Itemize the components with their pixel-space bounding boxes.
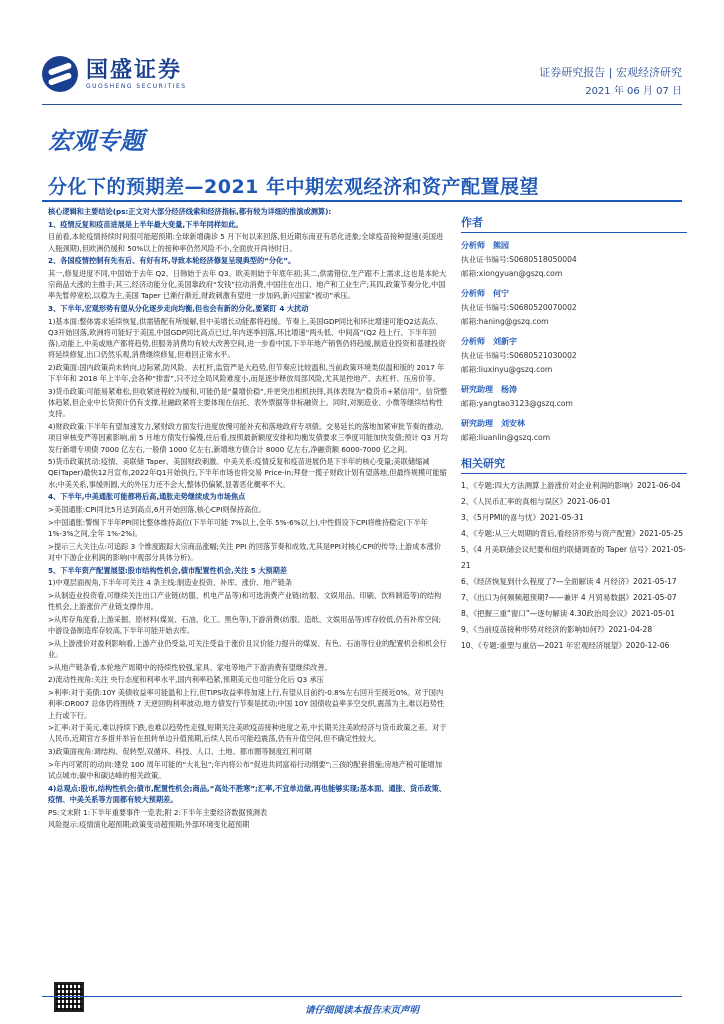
body-paragraph: 1)基本面:整体需求延续恢复,供需错配有所缓解,但中美增长动能都将趋缓。节奏上,美国GDP同比和环比增速可能Q2达高点、Q3开始回落,欧洲将可能好于美国,中国GDP同比高点已过,年内逐季回落,环比增速“两头低、中间高”(Q2 趋上行、下半年回落),动能上,中美或地产都将趋势,但服务消费均有较大改善空间,进一步看中国,下半年地产销售仍将趋缓,制造业投资和基建投资将延续修复,出口仍然乐观,消费继续修复,但难回正常水平。 (48, 316, 446, 360)
related-list (461, 478, 687, 654)
body-paragraph: 3)货币政策:可能易紧难松,但收紧进程较为缓和,可能仍是“量增价稳”,并更突出相机抉择,具体表现为“稳货币+紧信用”。信贷整体趋紧,但企业中长贷预计仍有支撑,社融政紧将主要体现在信托、表外票据等非标融资上。同时,对制造业、小微等继续结构性支持。 (48, 387, 448, 419)
body-heading: 4)总观点:股市,结构性机会;债市,配置性机会;商品,“高处不胜寒”;汇率,不宜单边做,再也能够实现;基本面、通胀、货币政策、疫情、中美关系等方面都有较大预期差。 (48, 783, 446, 804)
body-heading: 1、疫情反复和疫苗进展是上半年最大变量,下半年同样如此。 (48, 219, 243, 229)
header-divider (42, 104, 682, 105)
body-paragraph: >从制造业投资看,可继续关注出口产业链(纺服、机电产品等)和可选消费产业链(纺服、文娱用品、印刷、饮料制造等)的结构性机会,上游涨价产业链支撑作用。 (48, 591, 442, 612)
body-paragraph: 其一,修复进度不同,中国始于去年 Q2、日韩始于去年 Q3、欧美则始于年底年初;其二,供需错位,生产跟不上需求,这也是本轮大宗商品大涨的主推手;其三,经济动能分化,美国靠政府“发钱”拉动消费,中国往在出口、地产和工业生产;其四,政策节奏分化,中国率先暂停宽松,以稳为主,美国 Taper 已渐行渐近,财政刺激有望进一步加码,新兴国家“被动”承压。 (48, 269, 447, 301)
authors-heading: 作者 (461, 210, 687, 233)
body-paragraph: >从库存角度看,上游采掘、原材料(煤炭、石油、化工、黑色等),下游消费(纺服、造纸、文娱用品等)库存较低,仍有补库空间;中游设备制造库存较高,下半年可能开始去库。 (48, 614, 442, 636)
author-cert: 执业证书编号:S0680521030002 (461, 351, 577, 360)
body-heading: 3、下半年,宏观形势有望从分化逐步走向均衡,但也会有新的分化,要紧盯 4 大扰动 (48, 304, 309, 314)
page-header (0, 0, 724, 110)
author-card (461, 383, 687, 411)
author-email[interactable]: 邮箱:yangtao3123@gszq.com (461, 399, 573, 408)
footer-divider (42, 996, 682, 997)
body-paragraph: >从地产链条看,本轮地产周期中的持续性较强,家具、家电等地产下游消费有望继续改善。 (48, 662, 332, 672)
author-name: 熊园 (493, 241, 509, 250)
body-paragraph: 4)财政政策:下半年有望加速发力,紧财政方面发行进度放慢可能补充和落地政府专项债。交易延长的落地加紧审批节奏的推动,项目审核变严等因素影响,前 5 月地方债发行偏慢,往后看,按照最新额度安排和均衡发债要求三季度可能加快发债;预计 Q3 月均发行新增专项债 7000 亿左右,一般债 1000 亿左右,新增地方债合计 8000 亿左右,净融资额 6000-7000 亿之间。 (48, 422, 448, 454)
related-report-link[interactable]: 3、《5月PMI的喜与忧》2021-05-31 (461, 513, 584, 522)
author-role: 分析师 (461, 289, 485, 298)
author-cert: 执业证书编号:S0680520070002 (461, 303, 577, 312)
body-paragraph: >美国通胀:CPI同比5月达到高点,6月开始回落,核心CPI则保持高位。 (48, 505, 266, 515)
company-logo (42, 56, 187, 92)
body-paragraph: >中国通胀:警惕下半年PPI同比整体维持高位(下半年可能 7%以上,全年 5%-6%以上),中性假设下CPI将维持稳定(下半年 1%-3%之间,全年 1%-2%)。 (48, 517, 428, 538)
related-report-link[interactable]: 6、《经济恢复到什么程度了?—全面解读 4 月经济》2021-05-17 (461, 577, 677, 586)
body-paragraph: >汇率:对于美元,难以持续下跌,也难以趋势性走强,短期关注美欧疫苗接种进度之差,中长期关注美欧经济与货币政策之差。对于人民币,近期官方多措并举旨在扭转单边升值预期,后续人民币可能趋震荡,仍有升值空间,但不确定性较大。 (48, 723, 447, 744)
title-divider (42, 200, 682, 202)
author-email[interactable]: 邮箱:liuxinyu@gszq.com (461, 365, 553, 374)
author-card (461, 335, 687, 377)
author-email[interactable]: 邮箱:liuanlin@gszq.com (461, 433, 551, 442)
logo-icon (42, 56, 78, 92)
author-email[interactable]: 邮箱:haning@gszq.com (461, 317, 549, 326)
logo-name-cn: 国盛证券 (86, 57, 183, 83)
body-paragraph: 目前看,本轮疫情持续时间很可能超预期:全球新增确诊 5 月下旬以来回落,但近期东南亚有恶化迹象;全球疫苗接种提速(美国进入瓶颈期),但欧洲仍缓和 50%以上的接种率仍然风险不小,全面放开尚待时日。 (48, 232, 444, 253)
body-paragraph: 2)政策面:国内政策尚未转向,边际紧,防风险、去杠杆,监管严是大趋势,但节奏应比较温和,当前政策环境类似温和版的 2017 年下半年和 2018 年上半年,会各种“排雷”,只不过全局风险难度小,而是逐步释放局部风险,尤其是控地产、去杠杆、压房价等。 (48, 363, 445, 384)
report-type: 证券研究报告 | 宏观经济研究 (539, 66, 682, 79)
author-list (461, 239, 687, 445)
author-cert: 执业证书编号:S0680518050004 (461, 255, 577, 264)
footer-disclaimer: 请仔细阅读本报告末页声明 (304, 1005, 419, 1016)
body-paragraph: 2)流动性视角:关注 央行态度和利率水平,国内利率趋紧,预期美元也可能分化后 Q3 承压 (48, 675, 324, 685)
body-paragraph: 5)货币政策扰动:疫情、美联储 Taper、美国财政刺激。中美关系:疫情反复和疫苗进展仍是下半年的核心变量;美联储缩减QE(Taper)最快12月宣布,2022年Q1开始执行,下半年市场也将交易 Price-in;拜登一揽子财政计划有望落地,但最终规模可能缩水;中美关系,事缓则圆,大的外压力还不会大,整体仍偏紧,显著恶化概率不大。 (48, 457, 447, 489)
related-heading: 相关研究 (461, 451, 687, 474)
body-paragraph: PS:文末附 1:下半年重要事件一览表;附 2:下半年主要经济数据预测表 (48, 807, 268, 817)
body-paragraph: >提示三大关注点:可追踪 3 个维度跟踪大宗商品涨幅;关注 PPI 的回落节奏和成效,尤其是PPI对核心CPI的传导;上游成本涨价对中下游企业利润的影响(中观部分具体分析)。 (48, 541, 441, 562)
author-name: 刘安林 (501, 419, 525, 428)
author-card (461, 239, 687, 281)
body-paragraph: 3)政策面视角:调结构、促转型,双循环、科技、人口、土地、都市圈等制度红利可期 (48, 747, 312, 757)
author-role: 研究助理 (461, 419, 493, 428)
related-report-link[interactable]: 2、《人民币汇率的真相与误区》2021-06-01 (461, 497, 611, 506)
related-report-link[interactable]: 7、《出口为何频频超预期?——兼评 4 月贸易数据》2021-05-07 (461, 593, 677, 602)
author-email[interactable]: 邮箱:xiongyuan@gszq.com (461, 269, 563, 278)
report-title: 分化下的预期差—2021 年中期宏观经济和资产配置展望 (48, 176, 539, 198)
sidebar (461, 206, 687, 654)
related-report-link[interactable]: 5、《4 月美联储会议纪要和纽约联储调查的 Taper 信号》2021-05-21 (461, 545, 686, 570)
author-role: 分析师 (461, 337, 485, 346)
body-heading: 4、下半年,中美通胀可能都将后高,通胀走势继续成为市场焦点 (48, 492, 246, 502)
author-name: 杨涛 (501, 385, 517, 394)
logo-name-en: GUOSHENG SECURITIES (86, 82, 187, 90)
report-date: 2021 年 06 月 07 日 (585, 86, 682, 97)
author-card (461, 417, 687, 445)
related-report-link[interactable]: 1、《专题:四大方法测算上游涨价对企业利润的影响》2021-06-04 (461, 481, 681, 490)
body-paragraph: 1)中观层面视角,下半年可关注 4 条主线:制造业投资、补库、涨价、地产链条 (48, 578, 293, 588)
body-paragraph: 风险提示:疫情演化超预期;政策变动超预期;外部环境变化超预期 (48, 820, 250, 830)
report-body (48, 206, 448, 996)
body-paragraph: >年内可紧盯的动向:建党 100 周年可能的“大礼包”;年内将公布“促进共同富裕行动纲要”;三孩的配套措施;房地产税可能增加试点城市;碳中和碳达峰的相关政策。 (48, 759, 442, 781)
body-heading: 2、各国疫情控制有先有后、有好有坏,导致本轮经济修复呈现典型的“分化”。 (48, 256, 296, 266)
body-lead: 核心逻辑和主要结论(ps:正文对大部分经济线索和经济指标,都有较为详细的推演或测算): (48, 207, 332, 216)
author-name: 刘新宇 (493, 337, 517, 346)
author-role: 研究助理 (461, 385, 493, 394)
author-card (461, 287, 687, 329)
author-role: 分析师 (461, 241, 485, 250)
body-heading: 5、下半年资产配置展望:股市结构性机会,债市配置性机会,关注 5 大预期差 (48, 565, 287, 575)
related-report-link[interactable]: 4、《专题:从三大周期的背后,看经济形势与资产配置》2021-05-25 (461, 529, 684, 538)
author-name: 何宁 (493, 289, 509, 298)
body-paragraph: >利率:对于美债:10Y 美债收益率可能温和上行,但TIPS收益率将加速上行,有望从目前约-0.8%左右回升至接近0%。对于国内利率:DR007 总体仍将围绕 7 天逆回购利率波动,地方债发行节奏是扰动;中国 10Y 国债收益率多空交织,震荡为主,难以趋势性上行或下行。 (48, 688, 445, 720)
related-report-link[interactable]: 9、《当前疫苗接种形势对经济的影响如何?》2021-04-28 (461, 625, 653, 634)
related-report-link[interactable]: 8、《把握三重“窗口”—逐句解读 4.30政治局会议》2021-05-01 (461, 609, 675, 618)
body-paragraph: >从上游涨价对盈利影响看,上游产业仍受益,可关注受益于涨价且议价能力提升的煤炭、有色、石油等行业的配置机会和机会行业。 (48, 638, 447, 660)
section-title: 宏观专题 (48, 126, 144, 155)
related-report-link[interactable]: 10、《专题:重塑与重估—2021 年宏观经济展望》2020-12-06 (461, 641, 670, 650)
